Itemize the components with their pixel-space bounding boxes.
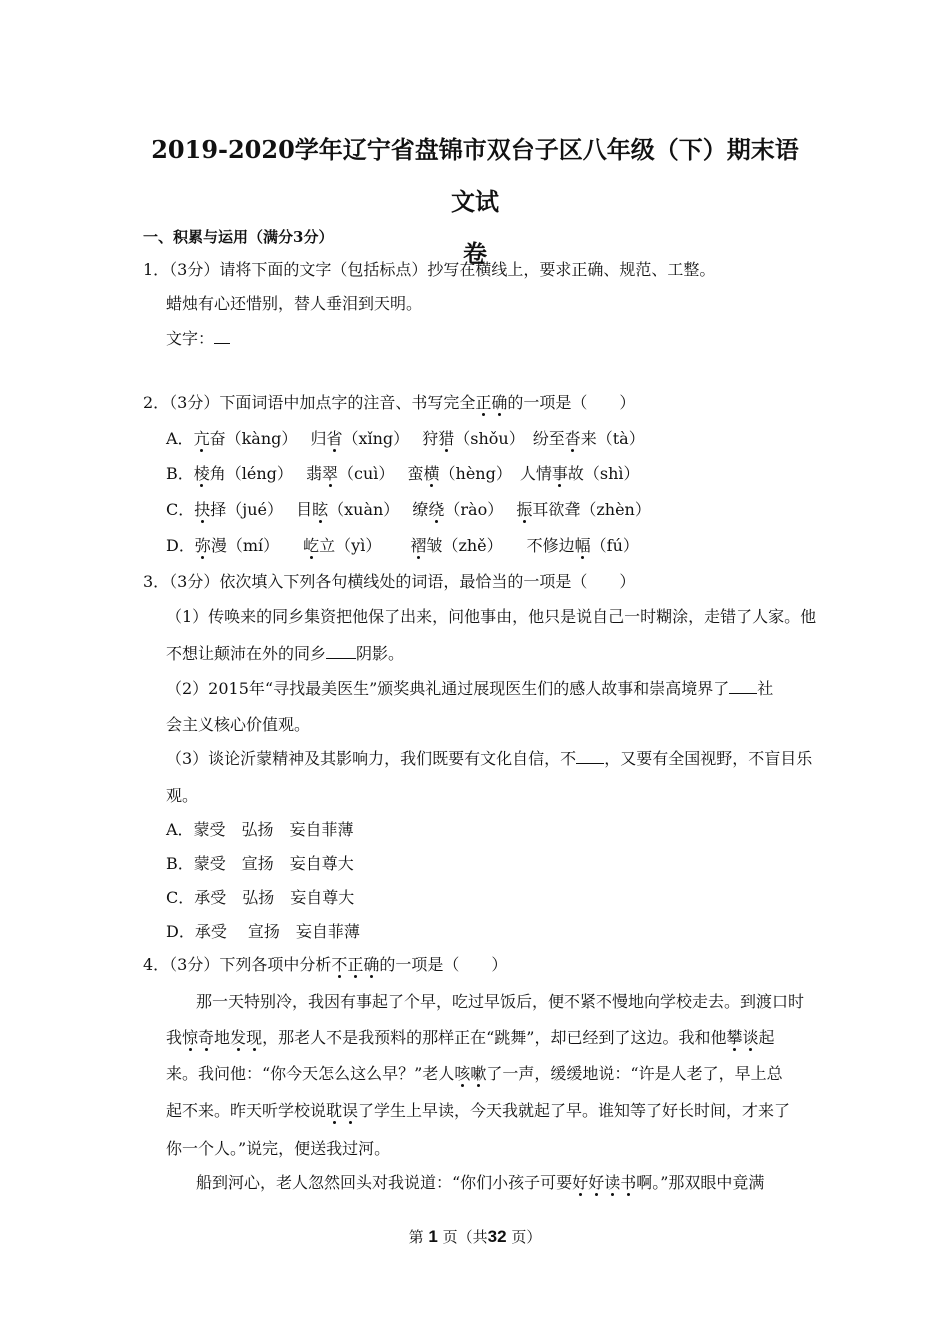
text-span: 奋（kàng） 归	[209, 429, 327, 448]
page-footer	[0, 1226, 950, 1247]
emphasis-char: 书	[620, 1173, 637, 1192]
emphasis-char: 抉	[194, 500, 211, 519]
emphasis-char: 读	[604, 1173, 621, 1192]
emphasis-char: 屹	[303, 536, 320, 555]
text-span: （fú）	[590, 536, 639, 555]
q4-passage-line-5: 你一个人。”说完，便送我过河。	[166, 1139, 391, 1158]
text-span: 耳欲聋（zhèn）	[532, 500, 651, 519]
emphasis-char: 好	[572, 1173, 589, 1192]
emphasis-char: 确	[491, 393, 508, 412]
q3-sentence-2a	[166, 677, 773, 701]
text-span: 立（yì）	[319, 536, 411, 555]
q2-option-d[interactable]	[166, 534, 639, 558]
q1-text: 蜡烛有心还惜别，替人垂泪到天明。	[166, 294, 423, 313]
exam-title	[140, 124, 810, 280]
emphasis-char: 事	[551, 464, 568, 483]
text-span: 角（léng） 翡	[209, 464, 323, 483]
text-span: ，又要有全国视野，不盲目乐	[604, 749, 813, 768]
q3-sentence-1a: （1）传唤来的同乡集资把他保了出来，问他事由，他只是说自己一时糊涂，走错了人家。他	[166, 607, 817, 626]
q2-option-c[interactable]	[166, 498, 651, 522]
q3-blank-1[interactable]	[326, 644, 356, 659]
q2-stem	[143, 391, 635, 415]
q4-passage-line-4	[166, 1099, 790, 1123]
text-span: 起	[758, 1028, 775, 1047]
text-span: 我	[166, 1028, 183, 1047]
text-span: 船到河心，老人忽然回头对我说道：“你们小孩子可要	[196, 1173, 573, 1192]
title-line-2: 卷	[463, 239, 487, 268]
q4-passage-line-6	[196, 1171, 764, 1195]
emphasis-char: 谈	[742, 1028, 759, 1047]
emphasis-char: 横	[423, 464, 440, 483]
q2-stem-text: 的一项是（ ）	[507, 393, 636, 412]
q3-sentence-3b: 观。	[166, 786, 199, 805]
emphasis-char: 攀	[726, 1028, 743, 1047]
q2-stem-text: 2．（3分）下面词语中加点字的注音、书写完全	[143, 393, 476, 412]
emphasis-char: 翠	[322, 464, 339, 483]
text-span: 来。我问他：“你今天怎么这么早？”老人	[166, 1064, 455, 1083]
q4-passage-line-1: 那一天特别冷，我因有事起了个早，吃过早饭后，便不紧不慢地向学校走去。到渡口时	[196, 992, 805, 1011]
text-span: 故（shì）	[567, 464, 640, 483]
text-span: 不想让颠沛在外的同乡	[166, 644, 327, 663]
emphasis-char: 褶	[410, 536, 427, 555]
text-span: 页（共	[442, 1228, 488, 1246]
q3-option-c[interactable]: C．承受 弘扬 妄自尊大	[166, 888, 355, 907]
q4-passage-line-2	[166, 1026, 775, 1050]
q3-option-d[interactable]: D．承受 宣扬 妄自菲薄	[166, 922, 360, 941]
emphasis-char: 好	[588, 1173, 605, 1192]
emphasis-char: 棱	[193, 464, 210, 483]
q1-answer-blank[interactable]	[214, 329, 230, 344]
emphasis-char: 确	[363, 955, 380, 974]
text-span: 来（tà）	[580, 429, 645, 448]
text-span: 页）	[511, 1228, 542, 1246]
emphasis-char: 振	[516, 500, 533, 519]
q3-sentence-2b: 会主义核心价值观。	[166, 715, 311, 734]
text-span: 的一项是（ ）	[379, 955, 508, 974]
text-span: （shǒu） 纷至	[454, 429, 565, 448]
title-line-1: 2019-2020学年辽宁省盘锦市双台子区八年级（下）期末语文试	[151, 135, 799, 216]
text-span: 第	[408, 1228, 424, 1246]
page-total: 32	[487, 1227, 507, 1246]
emphasis-char: 误	[342, 1101, 359, 1120]
text-span: 社	[757, 679, 774, 698]
emphasis-char: 耽	[326, 1101, 343, 1120]
emphasis-char: 现	[246, 1028, 263, 1047]
text-span: 阴影。	[356, 644, 405, 663]
q3-stem: 3．（3分）依次填入下列各句横线处的词语，最恰当的一项是（ ）	[143, 572, 636, 591]
text-span: A．	[166, 429, 194, 448]
text-span: 啊。”那双眼中竟满	[636, 1173, 765, 1192]
page-number: 1	[428, 1227, 438, 1246]
text-span: C．	[166, 500, 195, 519]
text-span: 地	[214, 1028, 231, 1047]
q3-sentence-3a	[166, 747, 812, 771]
q1-answer-line	[166, 327, 230, 351]
emphasis-char: 惊	[182, 1028, 199, 1047]
emphasis-char: 咳	[454, 1064, 471, 1083]
text-span: （rào）	[444, 500, 517, 519]
q1-stem: 1．（3分）请将下面的文字（包括标点）抄写在横线上，要求正确、规范、工整。	[143, 260, 716, 279]
text-span: 了学生上早读，今天我就起了早。谁知等了好长时间，才来了	[358, 1101, 791, 1120]
text-span: B．	[166, 464, 194, 483]
q3-blank-3[interactable]	[576, 749, 604, 764]
emphasis-char: 弥	[194, 536, 211, 555]
q2-option-b[interactable]	[166, 462, 640, 486]
emphasis-char: 省	[326, 429, 343, 448]
text-span: 了一声，缓缓地说：“许是人老了，早上总	[486, 1064, 783, 1083]
emphasis-char: 嗽	[470, 1064, 487, 1083]
emphasis-char: 绕	[428, 500, 445, 519]
emphasis-char: 正	[475, 393, 492, 412]
emphasis-char: 沓	[564, 429, 581, 448]
q4-stem	[143, 953, 507, 977]
q3-blank-2[interactable]	[729, 679, 757, 694]
text-span: （3）谈论沂蒙精神及其影响力，我们既要有文化自信，不	[166, 749, 577, 768]
text-span: 漫（mí）	[210, 536, 304, 555]
q3-option-b[interactable]: B．蒙受 宣扬 妄自尊大	[166, 854, 354, 873]
text-span: （xuàn） 缭	[328, 500, 429, 519]
text-span: 皱（zhě） 不修边	[426, 536, 575, 555]
text-span: （hèng） 人情	[439, 464, 552, 483]
emphasis-char: 不	[331, 955, 348, 974]
text-span: （xǐng） 狩	[342, 429, 439, 448]
q4-passage-line-3	[166, 1062, 783, 1086]
emphasis-char: 发	[230, 1028, 247, 1047]
q2-option-a[interactable]	[166, 427, 645, 451]
text-span: 择（jué） 目	[210, 500, 313, 519]
text-span: ，那老人不是我预料的那样正在“跳舞”，却已经到了这边。我和他	[262, 1028, 727, 1047]
q3-sentence-1b	[166, 642, 404, 666]
emphasis-char: 眩	[312, 500, 329, 519]
q1-answer-label: 文字：	[166, 329, 215, 348]
emphasis-char: 猎	[438, 429, 455, 448]
text-span: 4．（3分）下列各项中分析	[143, 955, 332, 974]
emphasis-char: 正	[347, 955, 364, 974]
text-span: D．	[166, 536, 195, 555]
text-span: （cuì） 蛮	[338, 464, 424, 483]
emphasis-char: 幅	[574, 536, 591, 555]
section-heading: 一、积累与运用（满分3分）	[143, 228, 334, 246]
q3-option-a[interactable]: A．蒙受 弘扬 妄自菲薄	[166, 820, 354, 839]
text-span: 起不来。昨天听学校说	[166, 1101, 327, 1120]
text-span: （2）2015年“寻找最美医生”颁奖典礼通过展现医生们的感人故事和崇高境界了	[166, 679, 730, 698]
emphasis-char: 亢	[193, 429, 210, 448]
emphasis-char: 奇	[198, 1028, 215, 1047]
